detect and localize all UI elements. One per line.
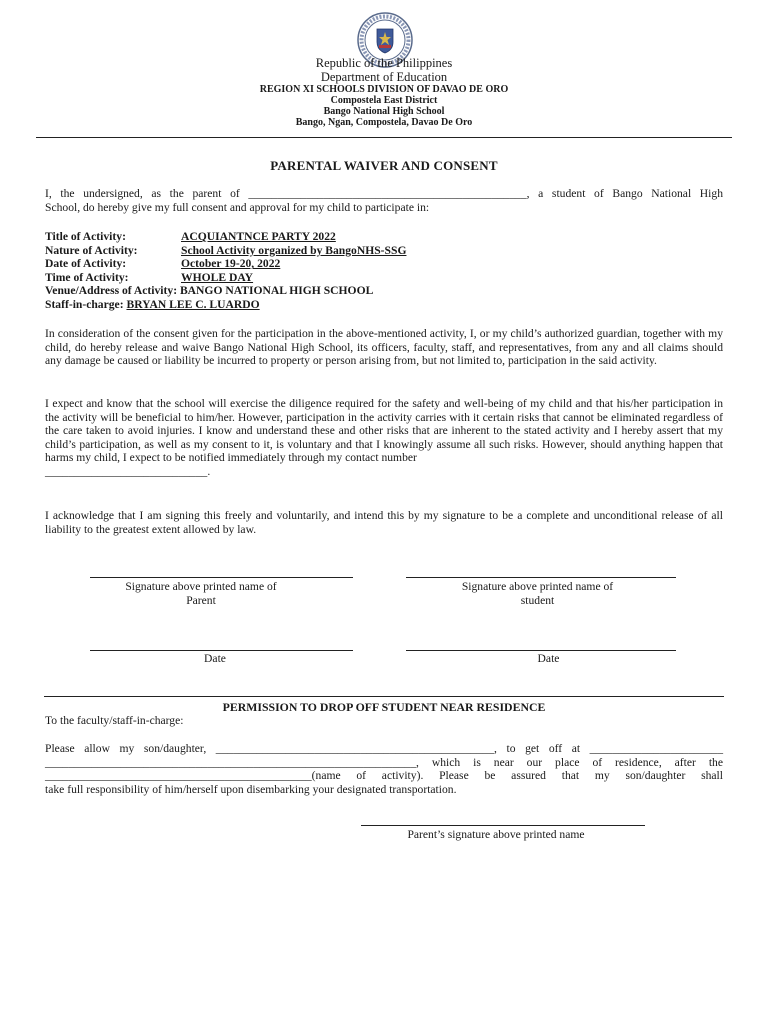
- activity-staff-value: BRYAN LEE C. LUARDO: [126, 297, 260, 311]
- activity-time-row: [45, 271, 406, 285]
- activity-date-label: Date of Activity:: [45, 257, 127, 271]
- parent-signature-label-line1: Signature above printed name of: [125, 580, 277, 593]
- permission-title: PERMISSION TO DROP OFF STUDENT NEAR RESIDENCE: [222, 700, 546, 714]
- permission-signature-label: Parent’s signature above printed name: [407, 828, 585, 841]
- permission-signature-line: [361, 825, 645, 826]
- intro-line-1: I, the undersigned, as the parent of ________________________________________________, a student of Bango National High: [45, 187, 723, 200]
- letterhead-school: [0, 84, 768, 128]
- permission-body: [45, 742, 723, 796]
- header-school: Bango National High School: [323, 106, 445, 117]
- expectation-text: I expect and know that the school will exercise the diligence required for the safety and well-being of my child and that his/her participation in the activity will be beneficial to him/her. However, participation in the activity carries with it certain risks that cannot be eliminated regardless of the care taken to avoid injuries. I know and understand these and other risks that are inherent to the stated activity and I hereby assert that my child’s participation, as well as my consent to it, is voluntary and that I knowingly assume all such risks. However, should anything happen that harms my child, I expect to be notified immediately through my contact number: [45, 397, 723, 465]
- activity-nature-row: [45, 244, 406, 258]
- letterhead-agency: [0, 56, 768, 84]
- activity-date-value: October 19-20, 2022: [181, 257, 281, 271]
- activity-title-value: ACQUIANTNCE PARTY 2022: [181, 230, 336, 243]
- header-region: REGION XI SCHOOLS DIVISION OF DAVAO DE ORO: [259, 84, 509, 95]
- header-address: Bango, Ngan, Compostela, Davao De Oro: [295, 117, 473, 128]
- permission-line-3: ______________________________________________(name of activity). Please be assured that my son/daughter shall: [45, 769, 723, 783]
- acknowledgement-paragraph: I acknowledge that I am signing this freely and voluntarily, and intend this by my signature to be a complete and unconditional release of all liability to the greatest extent allowed by law.: [45, 509, 723, 536]
- activity-details: [45, 230, 406, 312]
- header-district: Compostela East District: [330, 95, 438, 106]
- student-signature-label-line1: Signature above printed name of: [461, 580, 614, 593]
- intro-line-2: School, do hereby give my full consent and approval for my child to participate in:: [45, 200, 430, 214]
- header-divider: [36, 137, 732, 138]
- parent-signature-label: [90, 580, 312, 607]
- contact-number-blank: ____________________________.: [45, 464, 211, 478]
- document-title: PARENTAL WAIVER AND CONSENT: [270, 158, 498, 173]
- student-date-line: [406, 650, 676, 651]
- activity-staff-label: Staff-in-charge:: [45, 297, 124, 311]
- permission-divider: [44, 696, 724, 697]
- activity-venue-value: : BANGO NATIONAL HIGH SCHOOL: [173, 284, 374, 298]
- permission-line-4: take full responsibility of him/herself upon disembarking your designated transportation.: [45, 782, 457, 796]
- permission-line-1: Please allow my son/daughter, ________________________________________________, to get off at _______________________: [45, 742, 723, 755]
- student-signature-label: [420, 580, 655, 607]
- parent-signature-line: [90, 577, 353, 578]
- student-signature-line: [406, 577, 676, 578]
- header-republic: Republic of the Philippines: [315, 56, 453, 70]
- parent-signature-label-line2: Parent: [186, 593, 216, 607]
- activity-staff-row: [45, 298, 406, 312]
- parent-date-line: [90, 650, 353, 651]
- activity-title-row: [45, 230, 406, 244]
- consideration-paragraph: In consideration of the consent given for the participation in the above-mentioned activity, I, or my child’s authorized guardian, together with my child, do hereby release and waive Bango National High School, its officers, faculty, staff, and representatives, from any and all claims should any damage be caused or liability be incurred to property or person arising from, but not limited to, participation in the said activity.: [45, 327, 723, 368]
- permission-salutation: To the faculty/staff-in-charge:: [45, 714, 184, 727]
- activity-nature-label: Nature of Activity:: [45, 243, 138, 257]
- activity-time-value: WHOLE DAY: [181, 270, 254, 284]
- activity-venue-row: [45, 284, 406, 298]
- intro-paragraph: [45, 187, 723, 214]
- permission-line-2: ________________________________________________________________, which is near our place of residence, after the: [45, 755, 723, 769]
- activity-title-label: Title of Activity:: [45, 230, 126, 243]
- activity-nature-value: School Activity organized by BangoNHS-SSG: [181, 243, 407, 257]
- parent-date-label: Date: [204, 652, 226, 665]
- activity-venue-label: Venue/Address of Activity: [45, 284, 174, 298]
- activity-time-label: Time of Activity:: [45, 270, 129, 284]
- student-signature-label-line2: student: [520, 593, 555, 607]
- activity-date-row: [45, 257, 406, 271]
- header-department: Department of Education: [320, 70, 448, 84]
- expectation-paragraph: [45, 397, 723, 479]
- student-date-label: Date: [537, 652, 560, 665]
